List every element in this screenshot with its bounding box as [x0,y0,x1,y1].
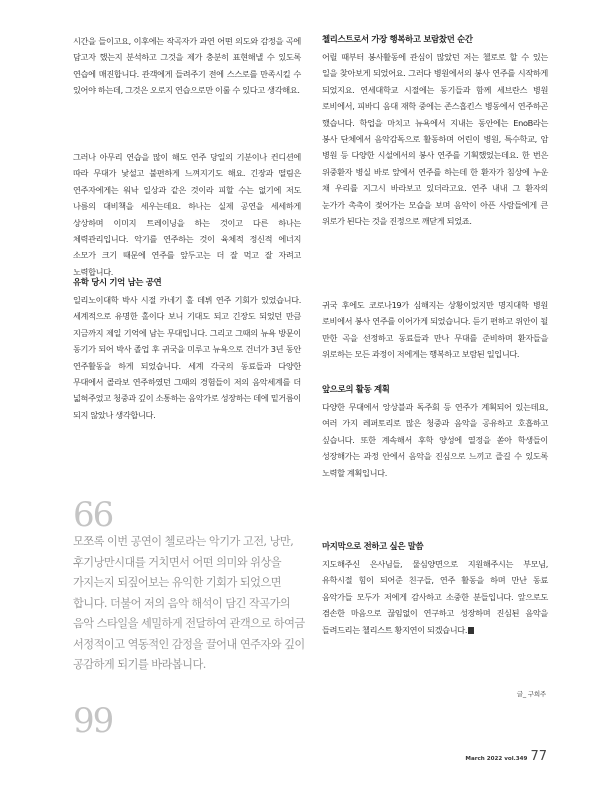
paragraph-practice-process: 시간을 들이고요, 이후에는 작곡자가 과연 어떤 의도와 감정을 곡에 담고자 했는지 분석하고 그것을 제가 충분히 표현해낼 수 있도록 연습에 매진합니다. 관객에게 들려주기 전에 스스로를 만족시킬 수 있어야 하는데, 그것은 오로지 연습으로만 이룰 수 있다고 생각해요. [73,36,301,96]
author-credit: 글_ 구희주 [516,690,546,698]
paragraph-stage-nerves: 그러나 아무리 연습을 많이 해도 연주 당일의 기분이나 컨디션에 따라 무대가 낯설고 불편하게 느껴지기도 해요. 긴장과 떨림은 연주자에게는 워낙 일상과 같은 것이라 피할 수는 없기에 저도 나름의 대비책을 세우는데요. 하나는 실제 공연을 세세하게 상상하며 이미지 트레이닝을 하는 것이고 다른 하나는 체력관리입니다. 악기를 연주하는 것이 육체적 정신적 에너지 소모가 크기 때문에 연주를 앞두고는 더 잘 먹고 잘 자려고 노력합니다. [73,152,301,277]
section-heading-study-abroad: 유학 당시 기억 남는 공연 [73,277,162,287]
open-quote-mark: 66 [73,495,113,535]
issue-label: March 2022 vol.349 [465,756,528,762]
closing-words-text: 지도해주신 은사님들, 물심양면으로 지원해주시는 부모님, 유학시절 힘이 되어준 친구들, 연주 활동을 하며 만난 동료 음악가들 모두가 저에게 감사하고 소중한 분들입니다. 앞으로도 겸손한 마음으로 끊임없이 연구하고 성장하며 진심된 음악을 들려드리는 첼리스트 황지연이 되겠습니다. [322,559,548,635]
section-heading-future-plans: 앞으로의 활동 계획 [322,384,390,394]
paragraph-carnegie-hall: 일리노이대학 박사 시절 카네기 홀 데뷔 연주 기회가 있었습니다. 세계적으로 유명한 홀이다 보니 기대도 되고 긴장도 되었던 만큼 지금까지 제일 기억에 남는 무대입니다. 그리고 그때의 뉴욕 방문이 동기가 되어 박사 졸업 후 귀국을 미루고 뉴욕으로 건너가 3년 동안 연주활동을 하게 되었습니다. 세계 각국의 동료들과 다양한 무대에서 콜라보 연주하였던 그때의 경험들이 저의 음악세계를 더 넓혀주었고 청중과 깊이 소통하는 음악가로 성장하는 데에 밑거름이 되지 않았나 생각합니다. [73,295,301,420]
paragraph-future-plans: 다양한 무대에서 앙상블과 독주회 등 연주가 계획되어 있는데요, 여러 가지 레퍼토리로 많은 청중과 음악을 공유하고 호흡하고 싶습니다. 또한 계속해서 후학 양성에 열정을 쏟아 학생들이 성장해가는 과정 안에서 음악을 진심으로 느끼고 즐길 수 있도록 노력할 계획입니다. [322,402,548,478]
section-heading-happiest-moment: 첼리스트로서 가장 행복하고 보람찼던 순간 [322,34,473,44]
page-number: 77 [530,749,547,764]
end-of-article-mark [468,627,474,634]
close-quote-mark: 99 [73,701,113,741]
paragraph-closing-words [322,556,548,638]
paragraph-after-return: 귀국 후에도 코로나19가 심해지는 상황이었지만 명지대학 병원 로비에서 봉사 연주를 이어가게 되었습니다. 듣기 편하고 위안이 될 만한 곡을 선정하고 동료들과 만나 무대를 준비하며 환자들을 위로하는 모든 과정이 저에게는 행복하고 보람된 일입니다. [322,300,548,360]
pull-quote-text: 모쪼록 이번 공연이 첼로라는 악기가 고전, 낭만, 후기낭만시대를 거치면서 어떤 의미와 위상을 가지는지 되짚어보는 유익한 기회가 되었으면 합니다. 더불어 저의 음악 해석이 담긴 작곡가의 음악 스타일을 세밀하게 전달하여 관객으로 하여금 서정적이고 역동적인 감정을 끌어내 연주자와 깊이 공감하게 되기를 바라봅니다. [73,535,305,671]
page-footer [465,749,547,764]
section-heading-closing-words: 마지막으로 전하고 싶은 말씀 [322,541,424,551]
paragraph-volunteer-concerts: 어릴 때부터 봉사활동에 관심이 많았던 저는 첼로로 할 수 있는 일을 찾아보게 되었어요. 그러다 병원에서의 봉사 연주를 시작하게 되었지요. 연세대학교 시절에는 동기들과 함께 세브란스 병원 로비에서, 피바디 음대 재학 중에는 존스홉킨스 병동에서 연주하곤 했습니다. 학업을 마치고 뉴욕에서 지내는 동안에는 EnoB라는 봉사 단체에서 음악감독으로 활동하며 어린이 병원, 특수학교, 암 병원 등 다양한 시설에서의 봉사 연주를 기획했었는데요. 한 번은 위중환자 병실 바로 앞에서 연주를 하는데 한 환자가 침상에 누운 채 우리를 지그시 바라보고 있더라고요. 연주 내내 그 환자의 눈가가 촉촉이 젖어가는 모습을 보며 음악이 아픈 사람들에게 큰 위로가 된다는 것을 진정으로 깨닫게 되었죠. [322,52,548,227]
